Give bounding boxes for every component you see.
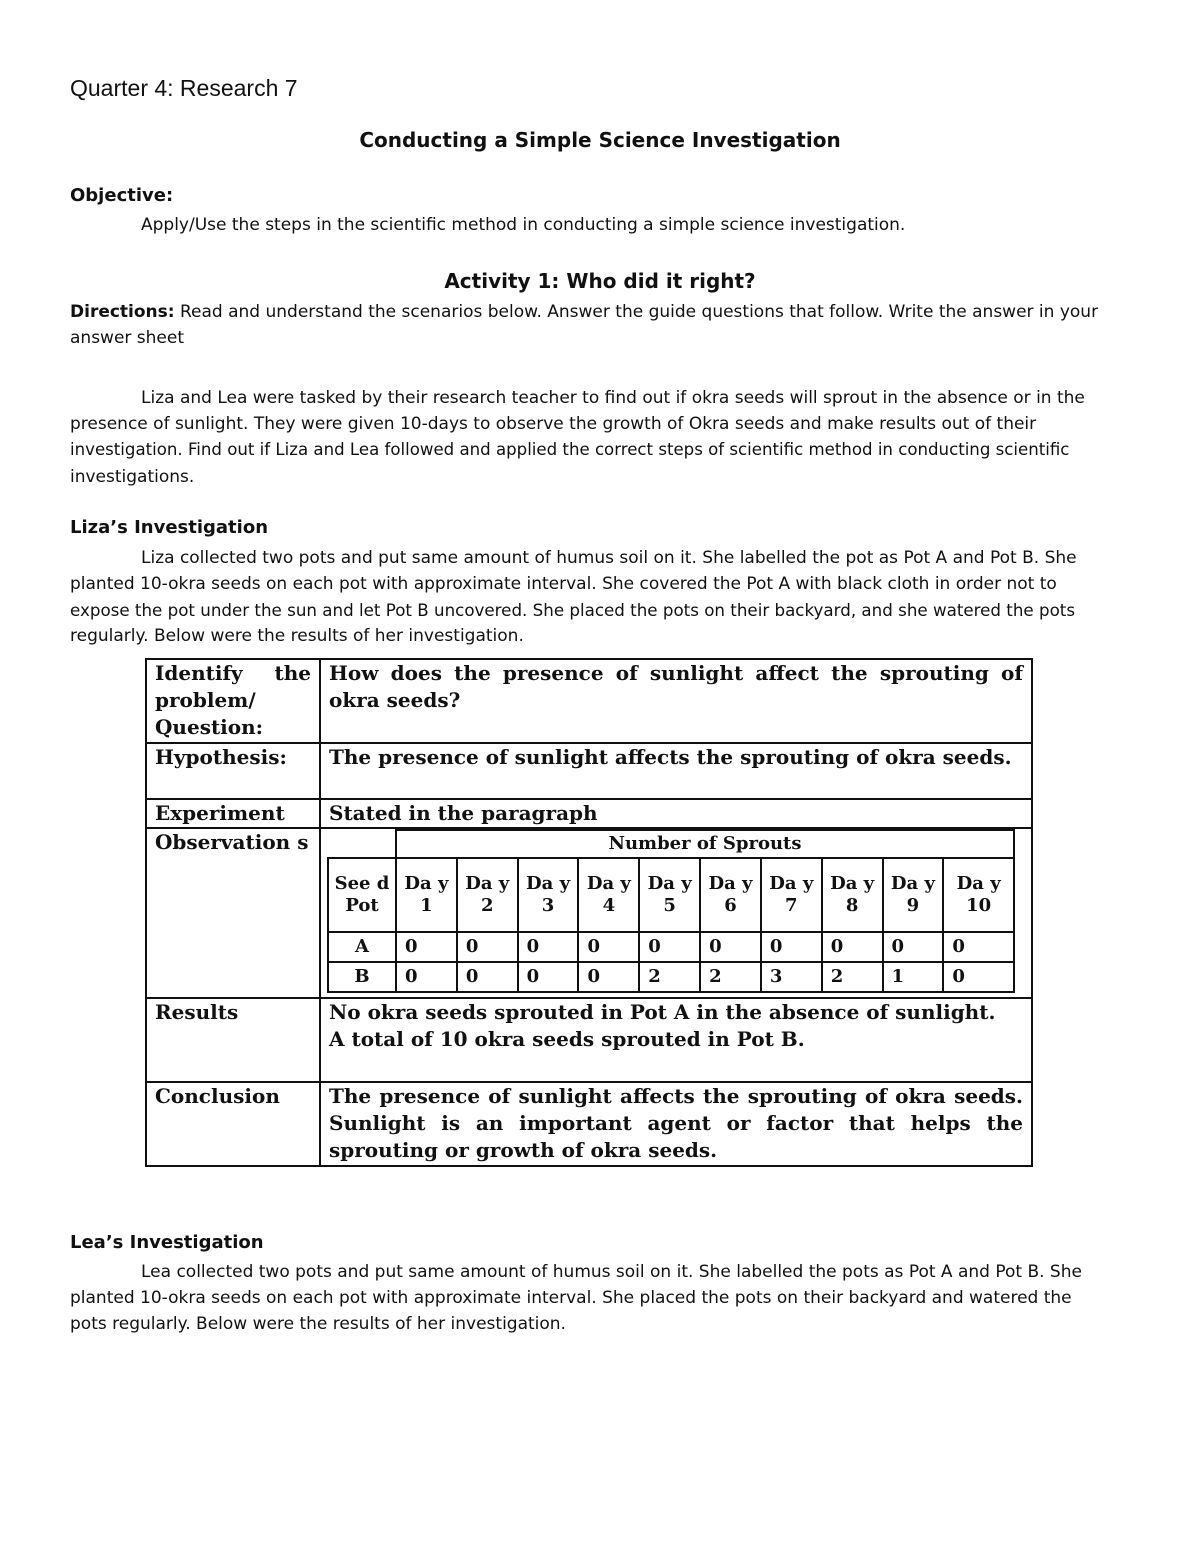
pot-b-label: B xyxy=(328,962,396,992)
pot-a-day-8: 0 xyxy=(822,932,883,962)
liza-line-2: planted 10-okra seeds on each pot with approximate interval. She covered the Pot A with black cloth in order not to xyxy=(70,574,1057,594)
objective-text: Apply/Use the steps in the scientific method in conducting a simple science investigation. xyxy=(141,215,906,235)
conclusion-text: The presence of sunlight affects the sprouting of okra seeds. Sunlight is an important agent or factor that helps the sprouting or growth of okra seeds. xyxy=(320,1082,1032,1166)
hypothesis-label: Hypothesis: xyxy=(146,743,320,799)
document-title: Conducting a Simple Science Investigation xyxy=(359,128,841,152)
liza-line-4: regularly. Below were the results of her investigation. xyxy=(70,626,524,646)
results-cell xyxy=(320,998,1032,1082)
lea-line-3: pots regularly. Below were the results of her investigation. xyxy=(70,1314,566,1334)
problem-label: Identify the problem/ Question: xyxy=(146,659,320,743)
pot-a-day-5: 0 xyxy=(639,932,700,962)
liza-line-3: expose the pot under the sun and let Pot B uncovered. She placed the pots on their backyard, and she watered the pots xyxy=(70,600,1076,620)
pot-a-day-1: 0 xyxy=(396,932,457,962)
pot-b-day-3: 0 xyxy=(518,962,579,992)
lea-line-1: Lea collected two pots and put same amount of humus soil on it. She labelled the pots as Pot A and Pot B. She xyxy=(141,1262,1082,1282)
liza-results-table xyxy=(145,658,1033,1167)
pot-b-day-8: 2 xyxy=(822,962,883,992)
day-8-header: Da y 8 xyxy=(822,858,883,932)
pot-b-day-1: 0 xyxy=(396,962,457,992)
table-row-problem xyxy=(146,659,1032,743)
pot-b-row xyxy=(328,962,1014,992)
day-7-header: Da y 7 xyxy=(761,858,822,932)
day-1-header: Da y 1 xyxy=(396,858,457,932)
pot-b-day-9: 1 xyxy=(883,962,944,992)
hypothesis-text: The presence of sunlight affects the sprouting of okra seeds. xyxy=(320,743,1032,799)
quarter-header: Quarter 4: Research 7 xyxy=(70,75,298,101)
observations-cell xyxy=(320,828,1032,998)
pot-a-day-10: 0 xyxy=(943,932,1014,962)
seed-pot-label: See d Pot xyxy=(328,858,396,932)
pot-a-day-4: 0 xyxy=(578,932,639,962)
table-row-experiment xyxy=(146,799,1032,828)
day-3-header: Da y 3 xyxy=(518,858,579,932)
pot-a-row xyxy=(328,932,1014,962)
table-row-hypothesis xyxy=(146,743,1032,799)
pot-a-day-9: 0 xyxy=(883,932,944,962)
table-row-observations xyxy=(146,828,1032,998)
table-row-results xyxy=(146,998,1032,1082)
intro-line-3: investigation. Find out if Liza and Lea followed and applied the correct steps of scientific method in conducting scientific xyxy=(70,440,1070,459)
intro-line-2: presence of sunlight. They were given 10-days to observe the growth of Okra seeds and make results out of their xyxy=(70,414,1037,434)
lea-heading: Lea’s Investigation xyxy=(70,1232,264,1253)
experiment-text: Stated in the paragraph xyxy=(320,799,1032,828)
pot-b-day-6: 2 xyxy=(700,962,761,992)
intro-line-1: Liza and Lea were tasked by their research teacher to find out if okra seeds will sprout in the absence or in the xyxy=(141,388,1085,408)
sprouts-corner xyxy=(328,830,396,858)
pot-a-day-3: 0 xyxy=(518,932,579,962)
pot-b-day-5: 2 xyxy=(639,962,700,992)
results-line-1: No okra seeds sprouted in Pot A in the absence of sunlight. xyxy=(329,1000,996,1024)
pot-a-day-6: 0 xyxy=(700,932,761,962)
experiment-label: Experiment xyxy=(146,799,320,828)
liza-line-1: Liza collected two pots and put same amount of humus soil on it. She labelled the pot as Pot A and Pot B. She xyxy=(141,548,1077,568)
pot-a-day-7: 0 xyxy=(761,932,822,962)
day-4-header: Da y 4 xyxy=(578,858,639,932)
table-row-conclusion xyxy=(146,1082,1032,1166)
day-5-header: Da y 5 xyxy=(639,858,700,932)
directions-label: Directions: xyxy=(70,302,175,322)
objective-label: Objective: xyxy=(70,185,174,206)
pot-b-day-4: 0 xyxy=(578,962,639,992)
conclusion-label: Conclusion xyxy=(146,1082,320,1166)
problem-text: How does the presence of sunlight affect the sprouting of okra seeds? xyxy=(320,659,1032,743)
results-label: Results xyxy=(146,998,320,1082)
sprouts-table xyxy=(327,829,1015,993)
observations-label: Observation s xyxy=(146,828,320,998)
directions-text: Read and understand the scenarios below. Answer the guide questions that follow. Write the answer in your xyxy=(180,302,1099,322)
pot-b-day-2: 0 xyxy=(457,962,518,992)
pot-a-day-2: 0 xyxy=(457,932,518,962)
day-6-header: Da y 6 xyxy=(700,858,761,932)
days-row xyxy=(328,858,1014,932)
day-9-header: Da y 9 xyxy=(883,858,944,932)
pot-b-day-10: 0 xyxy=(943,962,1014,992)
directions-text-cont: answer sheet xyxy=(70,328,185,348)
directions xyxy=(70,299,1098,325)
activity-title: Activity 1: Who did it right? xyxy=(444,269,756,293)
intro-line-4: investigations. xyxy=(70,467,195,487)
pot-a-label: A xyxy=(328,932,396,962)
pot-b-day-7: 3 xyxy=(761,962,822,992)
results-line-2: A total of 10 okra seeds sprouted in Pot B. xyxy=(329,1027,805,1051)
sprouts-header-row xyxy=(328,830,1014,858)
day-10-header: Da y 10 xyxy=(943,858,1014,932)
sprouts-header: Number of Sprouts xyxy=(396,830,1014,858)
lea-line-2: planted 10-okra seeds on each pot with approximate interval. She placed the pots on their backyard and watered the xyxy=(70,1288,1072,1308)
day-2-header: Da y 2 xyxy=(457,858,518,932)
liza-heading: Liza’s Investigation xyxy=(70,517,269,538)
